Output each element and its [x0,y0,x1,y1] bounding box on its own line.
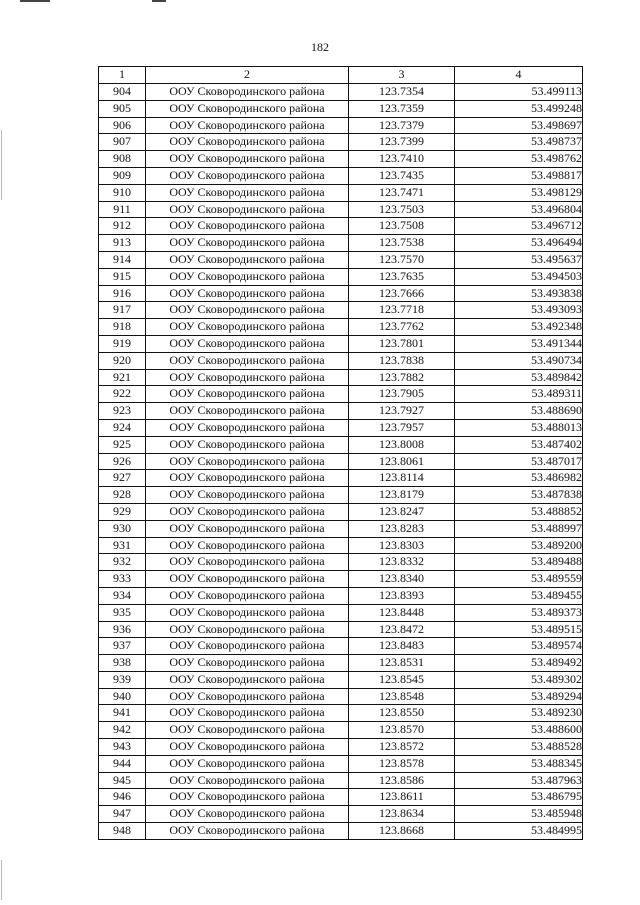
cell-longitude: 123.8472 [349,621,455,638]
cell-longitude: 123.7666 [349,285,455,302]
cell-name: ООУ Сковородинского района [146,419,349,436]
column-header-2: 2 [146,67,349,84]
cell-number: 938 [99,655,146,672]
cell-number: 908 [99,151,146,168]
cell-longitude: 123.7410 [349,151,455,168]
cell-latitude: 53.498737 [455,134,583,151]
cell-longitude: 123.7570 [349,251,455,268]
cell-longitude: 123.7718 [349,302,455,319]
cell-number: 934 [99,587,146,604]
cell-number: 947 [99,806,146,823]
table-row [99,319,583,336]
cell-name: ООУ Сковородинского района [146,671,349,688]
table-row [99,84,583,101]
cell-longitude: 123.8340 [349,571,455,588]
cell-number: 930 [99,520,146,537]
cell-latitude: 53.488013 [455,419,583,436]
cell-latitude: 53.496712 [455,218,583,235]
table-row [99,117,583,134]
cell-latitude: 53.489559 [455,571,583,588]
cell-name: ООУ Сковородинского района [146,218,349,235]
cell-name: ООУ Сковородинского района [146,739,349,756]
table-row [99,520,583,537]
cell-longitude: 123.8483 [349,638,455,655]
cell-name: ООУ Сковородинского района [146,789,349,806]
cell-longitude: 123.8448 [349,604,455,621]
cell-longitude: 123.8303 [349,537,455,554]
table-row [99,571,583,588]
cell-longitude: 123.7471 [349,184,455,201]
cell-name: ООУ Сковородинского района [146,100,349,117]
cell-name: ООУ Сковородинского района [146,604,349,621]
cell-name: ООУ Сковородинского района [146,268,349,285]
scan-left-edge-top [1,130,2,200]
cell-number: 905 [99,100,146,117]
cell-name: ООУ Сковородинского района [146,520,349,537]
cell-latitude: 53.490734 [455,352,583,369]
scan-edge-mark-left [20,0,50,2]
cell-number: 931 [99,537,146,554]
cell-number: 917 [99,302,146,319]
cell-number: 910 [99,184,146,201]
cell-latitude: 53.489488 [455,554,583,571]
table-row [99,621,583,638]
cell-latitude: 53.488852 [455,503,583,520]
cell-latitude: 53.488528 [455,739,583,756]
table-row [99,419,583,436]
cell-latitude: 53.488600 [455,722,583,739]
cell-number: 907 [99,134,146,151]
cell-number: 933 [99,571,146,588]
cell-latitude: 53.496494 [455,235,583,252]
table-row [99,151,583,168]
cell-name: ООУ Сковородинского района [146,772,349,789]
cell-name: ООУ Сковородинского района [146,705,349,722]
cell-number: 932 [99,554,146,571]
cell-name: ООУ Сковородинского района [146,755,349,772]
cell-name: ООУ Сковородинского района [146,134,349,151]
cell-longitude: 123.8611 [349,789,455,806]
table-row [99,638,583,655]
table-row [99,470,583,487]
cell-latitude: 53.499248 [455,100,583,117]
cell-name: ООУ Сковородинского района [146,655,349,672]
cell-name: ООУ Сковородинского района [146,554,349,571]
cell-latitude: 53.484995 [455,823,583,840]
table-row [99,688,583,705]
cell-longitude: 123.8283 [349,520,455,537]
cell-latitude: 53.489492 [455,655,583,672]
coordinates-table [98,66,583,840]
cell-name: ООУ Сковородинского района [146,621,349,638]
cell-name: ООУ Сковородинского района [146,167,349,184]
cell-number: 915 [99,268,146,285]
cell-name: ООУ Сковородинского района [146,587,349,604]
cell-latitude: 53.489574 [455,638,583,655]
cell-longitude: 123.8008 [349,436,455,453]
table-row [99,789,583,806]
cell-latitude: 53.488345 [455,755,583,772]
cell-number: 936 [99,621,146,638]
cell-latitude: 53.487838 [455,487,583,504]
cell-name: ООУ Сковородинского района [146,537,349,554]
table-row [99,739,583,756]
cell-longitude: 123.7762 [349,319,455,336]
cell-number: 941 [99,705,146,722]
cell-longitude: 123.7354 [349,84,455,101]
cell-latitude: 53.492348 [455,319,583,336]
cell-longitude: 123.8570 [349,722,455,739]
cell-number: 943 [99,739,146,756]
cell-number: 921 [99,369,146,386]
cell-name: ООУ Сковородинского района [146,386,349,403]
cell-longitude: 123.7838 [349,352,455,369]
cell-latitude: 53.487017 [455,453,583,470]
cell-name: ООУ Сковородинского района [146,184,349,201]
column-header-1: 1 [99,67,146,84]
cell-latitude: 53.493838 [455,285,583,302]
cell-name: ООУ Сковородинского района [146,487,349,504]
cell-latitude: 53.485948 [455,806,583,823]
cell-longitude: 123.7503 [349,201,455,218]
table-row [99,100,583,117]
table-row [99,772,583,789]
cell-name: ООУ Сковородинского района [146,638,349,655]
cell-longitude: 123.7905 [349,386,455,403]
cell-number: 926 [99,453,146,470]
cell-latitude: 53.489200 [455,537,583,554]
cell-name: ООУ Сковородинского района [146,823,349,840]
cell-name: ООУ Сковородинского района [146,285,349,302]
cell-longitude: 123.7801 [349,335,455,352]
cell-longitude: 123.8634 [349,806,455,823]
table-row [99,604,583,621]
cell-longitude: 123.8061 [349,453,455,470]
page-number: 182 [311,40,329,54]
cell-latitude: 53.489311 [455,386,583,403]
table-row [99,453,583,470]
table-row [99,671,583,688]
table-row [99,655,583,672]
cell-number: 923 [99,403,146,420]
cell-latitude: 53.489230 [455,705,583,722]
cell-number: 922 [99,386,146,403]
table-row [99,218,583,235]
table-row [99,755,583,772]
cell-name: ООУ Сковородинского района [146,453,349,470]
cell-number: 944 [99,755,146,772]
cell-longitude: 123.7508 [349,218,455,235]
cell-latitude: 53.499113 [455,84,583,101]
cell-name: ООУ Сковородинского района [146,688,349,705]
cell-number: 942 [99,722,146,739]
cell-latitude: 53.489302 [455,671,583,688]
cell-longitude: 123.7882 [349,369,455,386]
cell-latitude: 53.487402 [455,436,583,453]
table-row [99,201,583,218]
cell-latitude: 53.498129 [455,184,583,201]
cell-number: 911 [99,201,146,218]
cell-longitude: 123.7957 [349,419,455,436]
cell-name: ООУ Сковородинского района [146,352,349,369]
cell-latitude: 53.498817 [455,167,583,184]
cell-latitude: 53.489515 [455,621,583,638]
cell-latitude: 53.488997 [455,520,583,537]
cell-longitude: 123.8668 [349,823,455,840]
cell-number: 935 [99,604,146,621]
cell-number: 939 [99,671,146,688]
cell-longitude: 123.7927 [349,403,455,420]
cell-name: ООУ Сковородинского района [146,235,349,252]
scan-left-edge-bottom [1,860,2,900]
cell-longitude: 123.7399 [349,134,455,151]
cell-longitude: 123.8572 [349,739,455,756]
cell-longitude: 123.8393 [349,587,455,604]
cell-longitude: 123.8114 [349,470,455,487]
table-row [99,134,583,151]
cell-latitude: 53.493093 [455,302,583,319]
cell-longitude: 123.8531 [349,655,455,672]
cell-number: 919 [99,335,146,352]
cell-latitude: 53.489373 [455,604,583,621]
cell-longitude: 123.8550 [349,705,455,722]
cell-name: ООУ Сковородинского района [146,201,349,218]
cell-number: 909 [99,167,146,184]
cell-latitude: 53.494503 [455,268,583,285]
cell-number: 912 [99,218,146,235]
table-row [99,823,583,840]
table-header-row [99,67,583,84]
cell-number: 916 [99,285,146,302]
cell-number: 946 [99,789,146,806]
table-row [99,403,583,420]
cell-longitude: 123.8247 [349,503,455,520]
cell-name: ООУ Сковородинского района [146,251,349,268]
cell-latitude: 53.489842 [455,369,583,386]
cell-latitude: 53.498762 [455,151,583,168]
cell-number: 929 [99,503,146,520]
table-row [99,184,583,201]
cell-longitude: 123.7635 [349,268,455,285]
cell-longitude: 123.7359 [349,100,455,117]
table-row [99,587,583,604]
cell-number: 925 [99,436,146,453]
cell-name: ООУ Сковородинского района [146,503,349,520]
cell-number: 927 [99,470,146,487]
column-header-3: 3 [349,67,455,84]
cell-latitude: 53.495637 [455,251,583,268]
table-row [99,268,583,285]
table-row [99,705,583,722]
cell-name: ООУ Сковородинского района [146,403,349,420]
cell-number: 945 [99,772,146,789]
table-row [99,235,583,252]
cell-name: ООУ Сковородинского района [146,470,349,487]
cell-latitude: 53.487963 [455,772,583,789]
cell-latitude: 53.496804 [455,201,583,218]
table-row [99,537,583,554]
cell-number: 920 [99,352,146,369]
table-row [99,369,583,386]
cell-name: ООУ Сковородинского района [146,319,349,336]
cell-name: ООУ Сковородинского района [146,117,349,134]
cell-number: 904 [99,84,146,101]
cell-longitude: 123.8586 [349,772,455,789]
table-row [99,554,583,571]
table-row [99,436,583,453]
cell-latitude: 53.498697 [455,117,583,134]
cell-name: ООУ Сковородинского района [146,302,349,319]
table-row [99,487,583,504]
table-row [99,386,583,403]
cell-name: ООУ Сковородинского района [146,335,349,352]
cell-number: 906 [99,117,146,134]
cell-latitude: 53.488690 [455,403,583,420]
cell-longitude: 123.7379 [349,117,455,134]
table-row [99,167,583,184]
cell-number: 914 [99,251,146,268]
cell-longitude: 123.8179 [349,487,455,504]
cell-number: 924 [99,419,146,436]
cell-name: ООУ Сковородинского района [146,151,349,168]
table-row [99,335,583,352]
cell-name: ООУ Сковородинского района [146,571,349,588]
table-row [99,352,583,369]
cell-number: 940 [99,688,146,705]
cell-number: 918 [99,319,146,336]
cell-latitude: 53.491344 [455,335,583,352]
cell-number: 948 [99,823,146,840]
cell-longitude: 123.7435 [349,167,455,184]
column-header-4: 4 [455,67,583,84]
cell-longitude: 123.8578 [349,755,455,772]
cell-longitude: 123.7538 [349,235,455,252]
table-row [99,302,583,319]
scan-edge-mark-right [152,0,166,2]
cell-latitude: 53.489455 [455,587,583,604]
table-row [99,806,583,823]
cell-latitude: 53.489294 [455,688,583,705]
cell-number: 937 [99,638,146,655]
cell-name: ООУ Сковородинского района [146,369,349,386]
cell-longitude: 123.8548 [349,688,455,705]
cell-name: ООУ Сковородинского района [146,436,349,453]
table-body [99,84,583,840]
cell-longitude: 123.8332 [349,554,455,571]
cell-number: 928 [99,487,146,504]
table-row [99,285,583,302]
table-row [99,503,583,520]
cell-latitude: 53.486982 [455,470,583,487]
cell-name: ООУ Сковородинского района [146,84,349,101]
table-row [99,722,583,739]
cell-longitude: 123.8545 [349,671,455,688]
cell-name: ООУ Сковородинского района [146,722,349,739]
cell-number: 913 [99,235,146,252]
cell-name: ООУ Сковородинского района [146,806,349,823]
cell-latitude: 53.486795 [455,789,583,806]
table-row [99,251,583,268]
